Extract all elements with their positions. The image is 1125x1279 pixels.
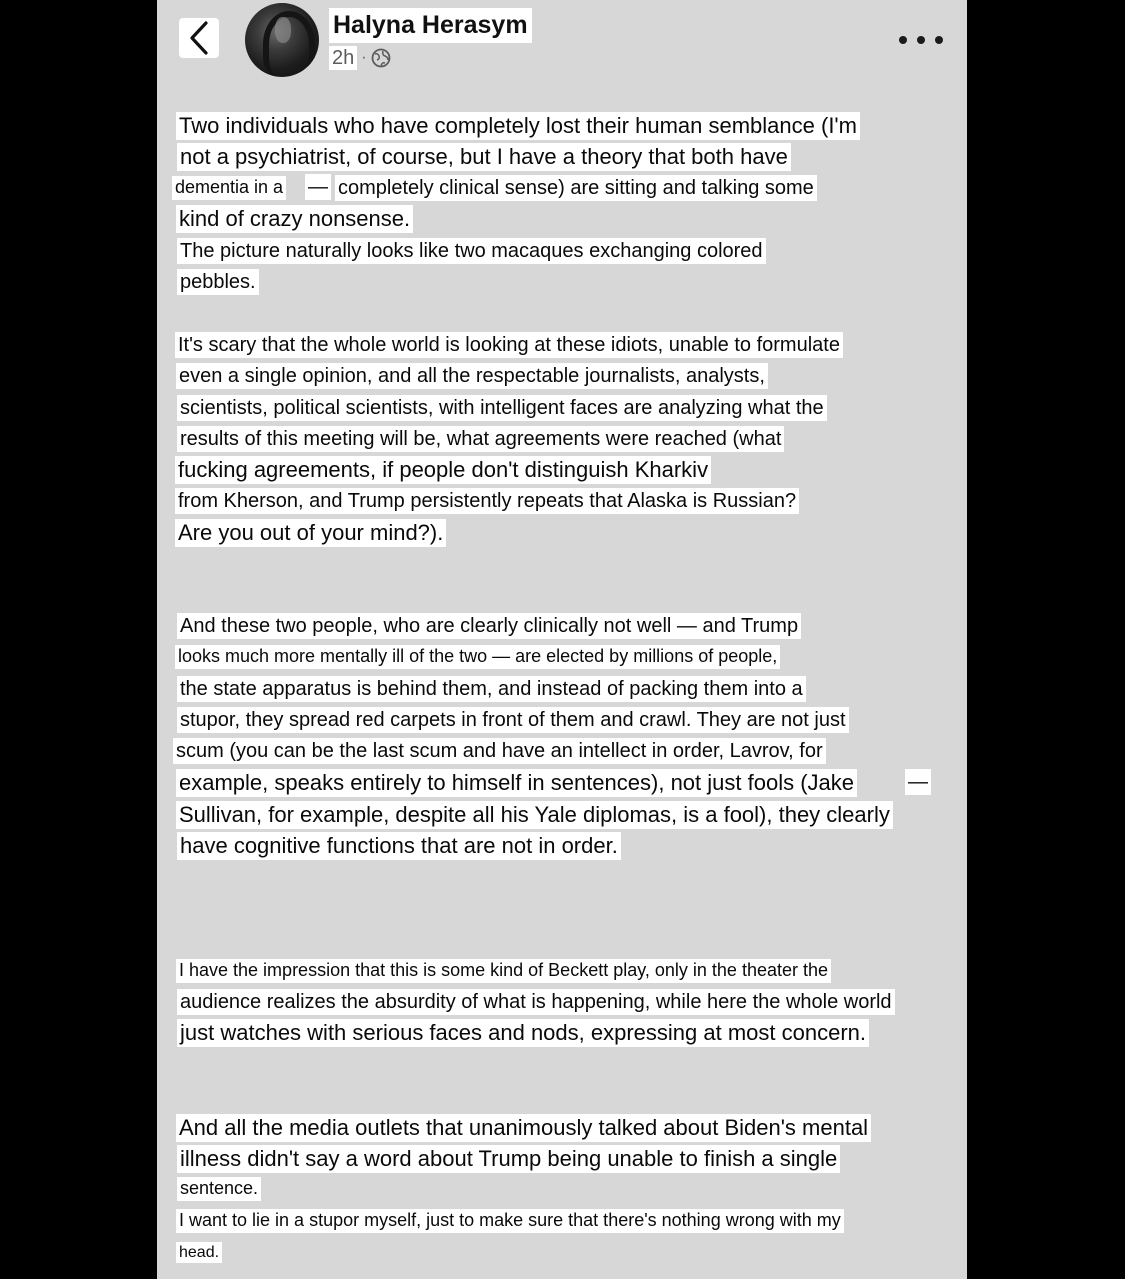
post-text-line: audience realizes the absurdity of what is happening, while here the whole world <box>177 989 895 1015</box>
post-text-line: pebbles. <box>177 269 259 295</box>
post-meta <box>329 46 391 70</box>
post-text-line: dementia in a <box>172 176 286 200</box>
chevron-left-icon <box>188 21 210 55</box>
post-text-line: results of this meeting will be, what agreements were reached (what <box>177 426 784 452</box>
post-text-line: The picture naturally looks like two macaques exchanging colored <box>177 238 766 264</box>
post-text-line: completely clinical sense) are sitting and talking some <box>335 175 817 201</box>
post-text-line: And these two people, who are clearly clinically not well — and Trump <box>177 613 801 639</box>
post-text-line: I have the impression that this is some kind of Beckett play, only in the theater the <box>176 959 831 983</box>
post-text-line: from Kherson, and Trump persistently repeats that Alaska is Russian? <box>175 488 799 514</box>
more-options-button[interactable] <box>899 28 943 52</box>
post-text-line: not a psychiatrist, of course, but I have a theory that both have <box>177 143 791 171</box>
post-text-line: kind of crazy nonsense. <box>176 205 413 233</box>
em-dash: — <box>905 769 931 795</box>
post-card <box>157 0 967 1279</box>
em-dash: — <box>305 174 331 200</box>
post-text-line: It's scary that the whole world is looking at these idiots, unable to formulate <box>175 332 843 358</box>
post-text-line: I want to lie in a stupor myself, just to make sure that there's nothing wrong with my <box>176 1209 844 1233</box>
post-text-line: fucking agreements, if people don't distinguish Kharkiv <box>175 456 711 484</box>
back-button[interactable] <box>179 18 219 58</box>
post-text-line: head. <box>176 1242 222 1263</box>
globe-icon[interactable] <box>371 48 391 68</box>
post-text-line: Sullivan, for example, despite all his Yale diplomas, is a fool), they clearly <box>176 801 893 829</box>
post-text-line: example, speaks entirely to himself in sentences), not just fools (Jake <box>176 769 857 797</box>
more-dot-icon <box>935 36 943 44</box>
post-text-line: looks much more mentally ill of the two — are elected by millions of people, <box>175 645 780 669</box>
author-name[interactable]: Halyna Herasym <box>329 8 532 43</box>
post-text-line: even a single opinion, and all the respectable journalists, analysts, <box>176 363 768 389</box>
post-text-line: Are you out of your mind?). <box>175 519 446 547</box>
post-time[interactable]: 2h <box>329 46 357 70</box>
avatar[interactable] <box>245 3 319 77</box>
post-text-line: Two individuals who have completely lost their human semblance (I'm <box>176 112 860 140</box>
more-dot-icon <box>899 36 907 44</box>
post-text-line: just watches with serious faces and nods, expressing at most concern. <box>177 1019 869 1047</box>
post-text-line: scientists, political scientists, with intelligent faces are analyzing what the <box>177 395 827 421</box>
meta-separator: · <box>361 49 367 66</box>
avatar-face <box>275 17 291 43</box>
more-dot-icon <box>917 36 925 44</box>
post-text-line: scum (you can be the last scum and have an intellect in order, Lavrov, for <box>173 738 826 764</box>
post-text-line: sentence. <box>177 1177 261 1201</box>
post-text-line: the state apparatus is behind them, and instead of packing them into a <box>177 676 806 702</box>
post-text-line: have cognitive functions that are not in order. <box>177 832 621 860</box>
post-text-line: stupor, they spread red carpets in front of them and crawl. They are not just <box>177 707 849 733</box>
post-text-line: And all the media outlets that unanimously talked about Biden's mental <box>176 1114 871 1142</box>
post-text-line: illness didn't say a word about Trump being unable to finish a single <box>177 1145 840 1173</box>
